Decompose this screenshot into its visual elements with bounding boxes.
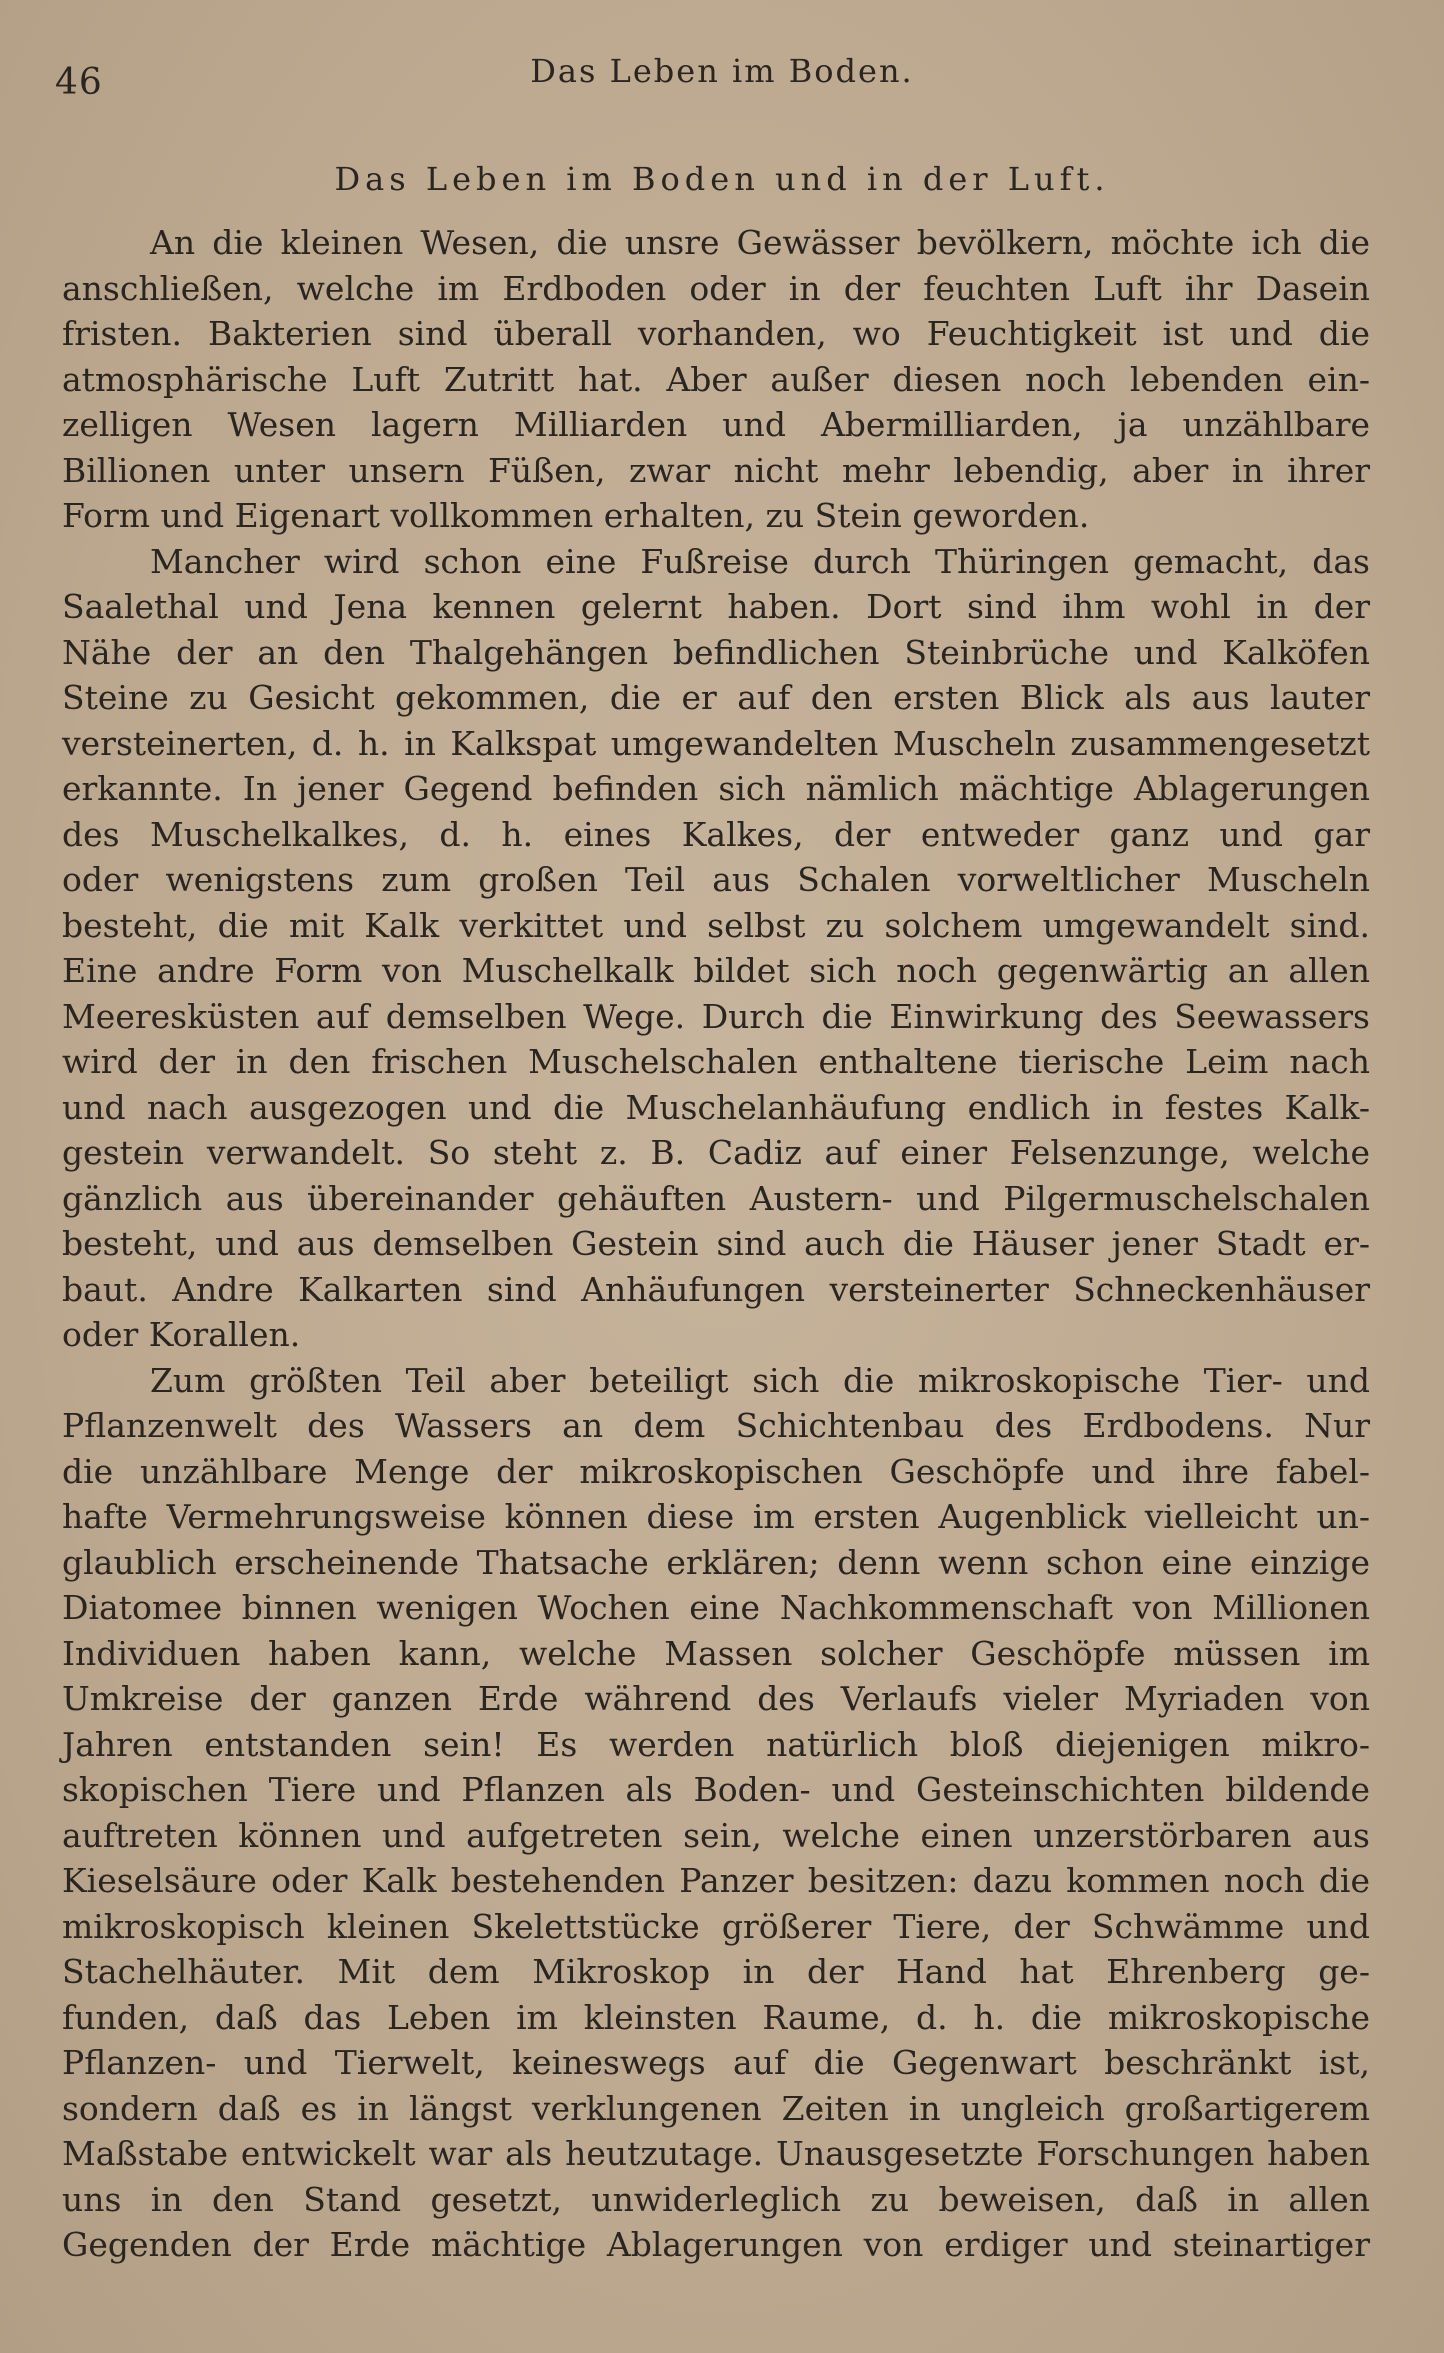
text-line: sondern daß es in längst verklungenen Zeiten in ungleich großartigerem	[62, 2088, 1370, 2128]
text-line: Mancher wird schon eine Fußreise durch Thüringen gemacht, das	[150, 541, 1370, 581]
text-line: anschließen, welche im Erdboden oder in der feuchten Luft ihr Dasein	[62, 268, 1370, 308]
text-line: gestein verwandelt. So steht z. B. Cadiz auf einer Felsenzunge, welche	[62, 1133, 1370, 1172]
text-line: fristen. Bakterien sind überall vorhanden, wo Feuchtigkeit ist und die	[62, 314, 1370, 353]
running-head: Das Leben im Boden.	[530, 52, 914, 90]
text-line: Form und Eigenart vollkommen erhalten, zu Stein geworden.	[62, 496, 1090, 535]
text-line: skopischen Tiere und Pflanzen als Boden- und Gesteinschichten bildende	[62, 1770, 1370, 1809]
text-line: besteht, die mit Kalk verkittet und selbst zu solchem umgewandelt sind.	[62, 905, 1370, 945]
text-line: An die kleinen Wesen, die unsre Gewässer bevölkern, möchte ich die	[150, 223, 1370, 262]
text-line: baut. Andre Kalkarten sind Anhäufungen versteinerter Schneckenhäuser	[62, 1269, 1370, 1309]
text-line: Individuen haben kann, welche Massen solcher Geschöpfe müssen im	[62, 1633, 1370, 1673]
text-line: wird der in den frischen Muschelschalen enthaltene tierische Leim nach	[62, 1042, 1370, 1081]
text-line: Nähe der an den Thalgehängen befindlichen Steinbrüche und Kalköfen	[62, 632, 1370, 672]
text-line: hafte Vermehrungsweise können diese im ersten Augenblick vielleicht un-	[62, 1497, 1370, 1536]
text-line: Steine zu Gesicht gekommen, die er auf den ersten Blick als aus lauter	[62, 678, 1370, 717]
text-line: erkannte. In jener Gegend befinden sich nämlich mächtige Ablagerungen	[62, 769, 1370, 808]
text-line: mikroskopisch kleinen Skelettstücke größerer Tiere, der Schwämme und	[62, 1906, 1370, 1946]
text-line: atmosphärische Luft Zutritt hat. Aber außer diesen noch lebenden ein-	[62, 359, 1370, 399]
text-line: versteinerten, d. h. in Kalkspat umgewandelten Muscheln zusammengesetzt	[62, 723, 1370, 763]
text-line: Maßstabe entwickelt war als heutzutage. Unausgesetzte Forschungen haben	[62, 2134, 1370, 2173]
text-line: auftreten können und aufgetreten sein, welche einen unzerstörbaren aus	[62, 1815, 1370, 1855]
text-line: und nach ausgezogen und die Muschelanhäufung endlich in festes Kalk-	[62, 1087, 1370, 1127]
text-line: zelligen Wesen lagern Milliarden und Abermilliarden, ja unzählbare	[62, 405, 1370, 444]
section-title: Das Leben im Boden und in der Luft.	[334, 160, 1110, 198]
text-line: Pflanzenwelt des Wassers an dem Schichtenbau des Erdbodens. Nur	[62, 1406, 1370, 1445]
text-line: uns in den Stand gesetzt, unwiderleglich zu beweisen, daß in allen	[62, 2179, 1370, 2219]
text-line: Kieselsäure oder Kalk bestehenden Panzer besitzen: dazu kommen noch die	[62, 1861, 1370, 1900]
text-line: Meeresküsten auf demselben Wege. Durch die Einwirkung des Seewassers	[62, 996, 1370, 1036]
text-line: Zum größten Teil aber beteiligt sich die mikroskopische Tier- und	[150, 1360, 1370, 1400]
page-number: 46	[55, 62, 103, 103]
body-text	[62, 220, 1370, 2268]
text-line: glaublich erscheinende Thatsache erklären; denn wenn schon eine einzige	[62, 1542, 1370, 1582]
text-line: des Muschelkalkes, d. h. eines Kalkes, der entweder ganz und gar	[62, 814, 1370, 854]
text-line: Billionen unter unsern Füßen, zwar nicht mehr lebendig, aber in ihrer	[62, 450, 1370, 490]
paragraph	[62, 1358, 1370, 2268]
text-line: besteht, und aus demselben Gestein sind auch die Häuser jener Stadt er-	[62, 1224, 1370, 1263]
paragraph	[62, 539, 1370, 1358]
text-line: die unzählbare Menge der mikroskopischen Geschöpfe und ihre fabel-	[62, 1451, 1370, 1491]
text-line: oder wenigstens zum großen Teil aus Schalen vorweltlicher Muscheln	[62, 860, 1370, 899]
text-line: Jahren entstanden sein! Es werden natürlich bloß diejenigen mikro-	[62, 1724, 1370, 1764]
text-line: Umkreise der ganzen Erde während des Verlaufs vieler Myriaden von	[62, 1679, 1370, 1718]
text-line: gänzlich aus übereinander gehäuften Austern- und Pilgermuschelschalen	[62, 1178, 1370, 1218]
text-line: Saalethal und Jena kennen gelernt haben. Dort sind ihm wohl in der	[62, 587, 1370, 626]
text-line: Stachelhäuter. Mit dem Mikroskop in der Hand hat Ehrenberg ge-	[62, 1952, 1370, 1991]
text-line: oder Korallen.	[62, 1315, 301, 1354]
text-line: Gegenden der Erde mächtige Ablagerungen von erdiger und steinartiger	[62, 2225, 1370, 2264]
paragraph	[62, 220, 1370, 539]
text-line: Pflanzen- und Tierwelt, keineswegs auf die Gegenwart beschränkt ist,	[62, 2043, 1370, 2082]
text-line: Eine andre Form von Muschelkalk bildet sich noch gegenwärtig an allen	[62, 951, 1370, 990]
text-line: funden, daß das Leben im kleinsten Raume, d. h. die mikroskopische	[62, 1997, 1370, 2037]
text-line: Diatomee binnen wenigen Wochen eine Nachkommenschaft von Millionen	[62, 1588, 1370, 1627]
